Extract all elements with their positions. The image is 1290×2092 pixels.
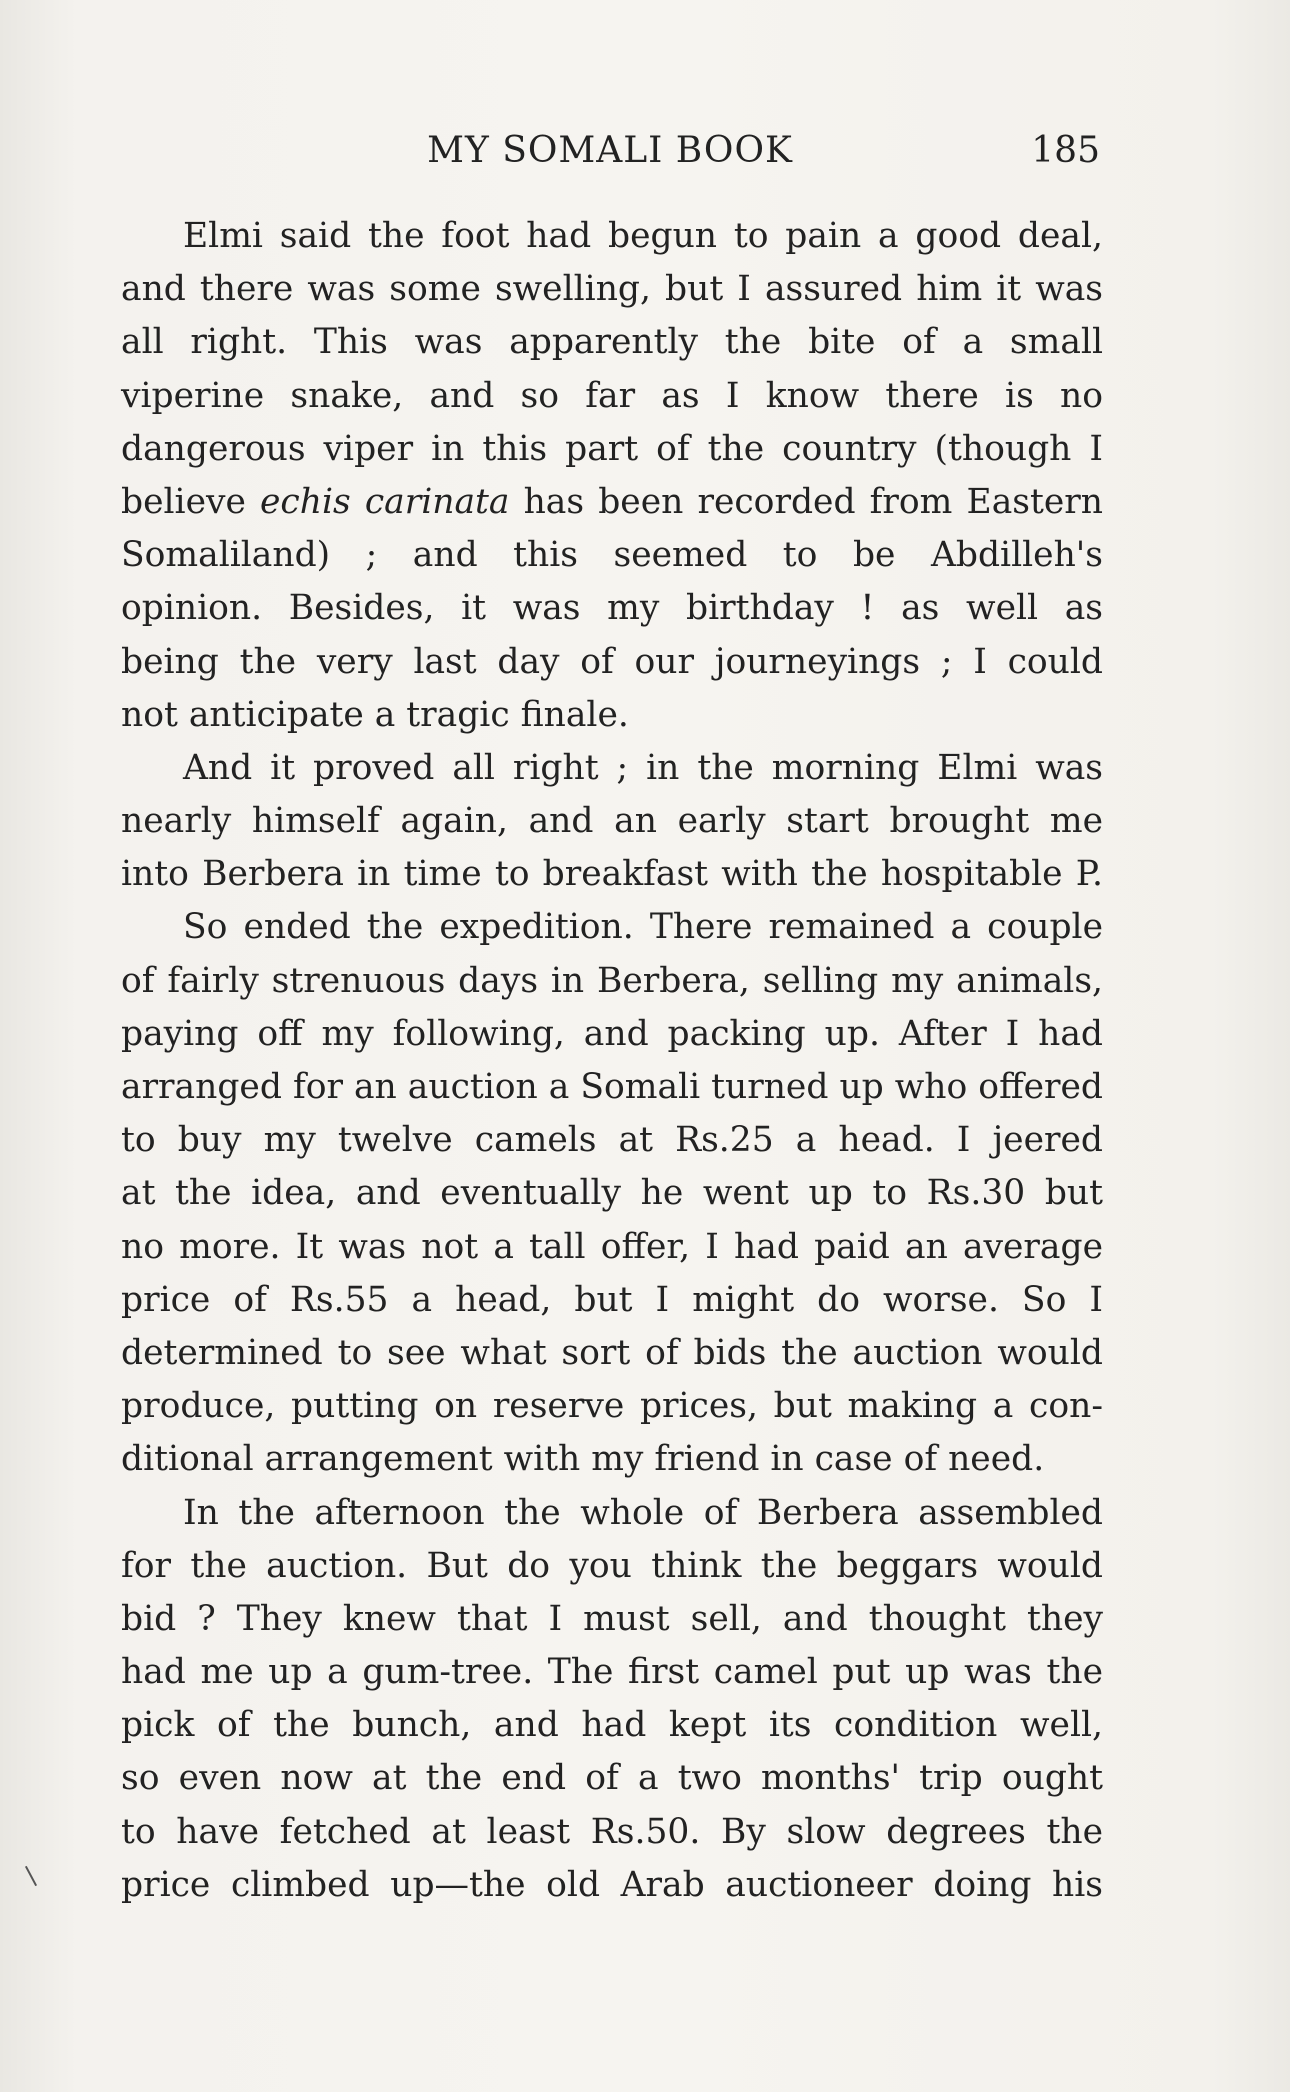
text-line: to buy my twelve camels at Rs.25 a head. I jeered: [121, 1120, 1103, 1161]
text-line: So ended the expedition. There remained a couple: [183, 907, 1103, 948]
text-line: nearly himself again, and an early start brought me: [121, 801, 1103, 842]
text-line: pick of the bunch, and had kept its condition well,: [121, 1705, 1103, 1746]
text-line: no more. It was not a tall offer, I had paid an average: [121, 1226, 1103, 1267]
text-line: determined to see what sort of bids the auction would: [121, 1332, 1103, 1373]
italic-species-name: echis carinata: [260, 481, 510, 522]
text-line: Somaliland) ; and this seemed to be Abdilleh's: [121, 535, 1103, 576]
body-text: [121, 210, 1103, 1912]
text-line: [121, 476, 1103, 529]
text-line: opinion. Besides, it was my birthday ! as well as: [121, 588, 1103, 629]
text-run: has been recorded from Eastern: [509, 481, 1103, 522]
text-line: to have fetched at least Rs.50. By slow degrees the: [121, 1811, 1103, 1852]
text-run: believe: [121, 481, 261, 522]
text-line: dangerous viper in this part of the country (though I: [121, 428, 1103, 469]
text-line: price climbed up—the old Arab auctioneer doing his: [121, 1864, 1103, 1905]
text-line: at the idea, and eventually he went up to Rs.30 but: [121, 1173, 1103, 1214]
text-line: In the afternoon the whole of Berbera assembled: [183, 1492, 1103, 1533]
page-number: 185: [1031, 130, 1100, 171]
text-line: And it proved all right ; in the morning Elmi was: [183, 747, 1103, 788]
margin-pencil-mark: [25, 1866, 37, 1886]
text-line: price of Rs.55 a head, but I might do worse. So I: [121, 1279, 1103, 1320]
text-line: being the very last day of our journeyings ; I could: [121, 641, 1103, 682]
text-line: ditional arrangement with my friend in case of need.: [121, 1439, 1045, 1480]
text-line: produce, putting on reserve prices, but making a con-: [121, 1386, 1103, 1427]
text-line: for the auction. But do you think the beggars would: [121, 1545, 1103, 1586]
text-line: of fairly strenuous days in Berbera, selling my animals,: [121, 960, 1103, 1001]
text-line: paying off my following, and packing up. After I had: [121, 1013, 1103, 1054]
text-line: had me up a gum-tree. The first camel put up was the: [121, 1652, 1103, 1693]
text-line: all right. This was apparently the bite of a small: [121, 322, 1103, 363]
text-line: so even now at the end of a two months' trip ought: [121, 1758, 1103, 1799]
text-line: arranged for an auction a Somali turned up who offered: [121, 1067, 1103, 1107]
text-line: viperine snake, and so far as I know there is no: [121, 375, 1103, 416]
running-title: MY SOMALI BOOK: [427, 130, 793, 171]
text-line: Elmi said the foot had begun to pain a good deal,: [183, 216, 1103, 256]
text-line: not anticipate a tragic finale.: [121, 694, 629, 735]
page-header: [120, 130, 1100, 190]
text-line: and there was some swelling, but I assured him it was: [121, 269, 1103, 310]
text-line: bid ? They knew that I must sell, and thought they: [121, 1598, 1103, 1639]
text-line: into Berbera in time to breakfast with the hospitable P.: [121, 854, 1103, 895]
